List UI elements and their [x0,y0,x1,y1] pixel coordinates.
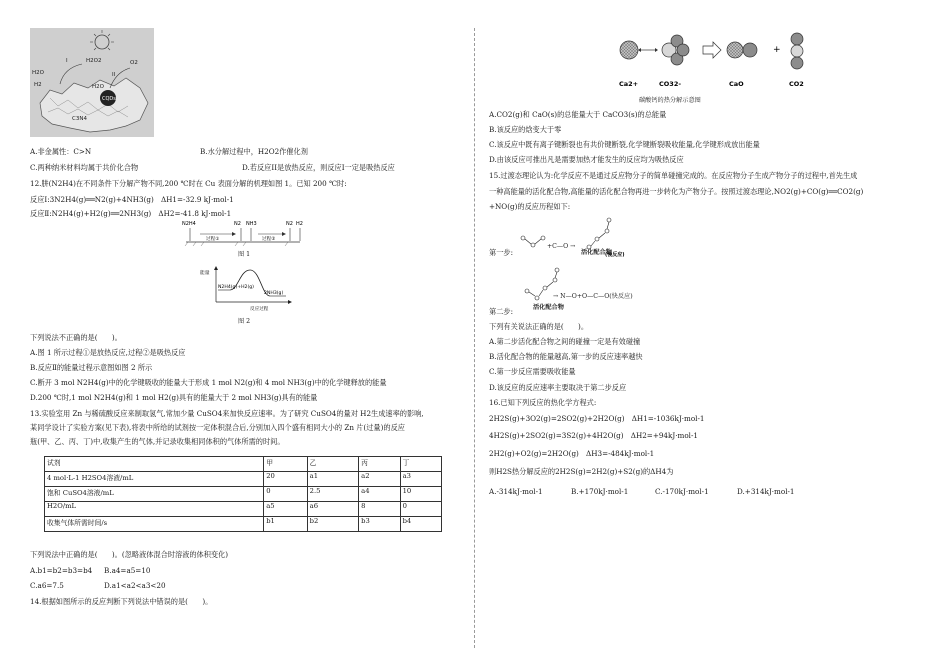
table-cell: 0 [264,487,307,502]
figure-2-caption: 图 2 [238,318,251,325]
table-cell: a2 [359,472,400,487]
q11-option-d: D.若反应II是放热反应，则反应I一定是吸热反应 [242,163,395,172]
q13-line-1: 13.实验室用 Zn 与稀硫酸反应来制取氢气,常加少量 CuSO4来加快反应速率。为了研究 CuSO4的量对 H2生成速率的影响, [30,409,424,418]
q16-equation-1: 2H2S(g)+3O2(g)=2SO2(g)+2H2O(g) ΔH1=-1036kJ·mol-1 [489,414,705,423]
ca-ion-label: Ca2+ [619,80,639,88]
figure-1 [178,218,308,248]
table-header-cell: 乙 [307,457,359,472]
q15-option-c: C.第一步反应需要吸收能量 [489,367,576,376]
q13-option-c: C.a6=7.5 [30,581,64,590]
table-cell: 20 [264,472,307,487]
table-cell: a4 [359,487,400,502]
table-row [45,472,442,487]
fig1-nh3-label: NH3 [246,221,257,227]
o2-label: O2 [130,60,138,66]
q14-option-b: B.该反应的焓变大于零 [489,125,562,134]
c3n4-label: C3N4 [72,116,87,122]
fig1-step1-label: 过程① [206,237,220,242]
fig1-h2-label: H2 [296,221,303,227]
path-ii-label: II [112,72,116,78]
table-cell: b4 [400,517,441,532]
q16-option-b: B.+170kJ·mol-1 [571,487,629,496]
co2-sphere [791,45,803,57]
q11-option-a: A.非金属性：C>N [30,147,92,156]
h2o-label-b: H2O [92,84,104,90]
table-cell: b3 [359,517,400,532]
h2-label: H2 [34,82,42,88]
table-cell: a6 [307,502,359,517]
table-cell: a3 [400,472,441,487]
q14-stem: 14.根据如图所示的反应判断下列说法中错误的是( )。 [30,597,213,606]
calcium-carbonate-figure [611,30,821,98]
fig1-step2-label: 过程② [262,237,276,242]
table-cell: 饱和 CuSO4溶液/mL [45,487,264,502]
table-cell: b1 [264,517,307,532]
decomposition-arrow-icon [703,42,721,58]
h2o2-label: H2O2 [86,58,102,64]
photocatalysis-figure [30,28,154,137]
cao-sphere [743,43,757,57]
table-cell: a5 [264,502,307,517]
q12-option-a: A.图 1 所示过程①是放热反应,过程②是吸热反应 [30,348,186,357]
fig1-n2h4-label: N2H4 [182,221,196,227]
step1-note: (慢反应) [605,252,625,258]
q15-option-a: A.第二步活化配合物之间的碰撞一定是有效碰撞 [489,337,641,346]
q12-reaction-1: 反应Ⅰ:3N2H4(g)══N2(g)+4NH3(g) ΔH1=-32.9 kJ·mol-1 [30,195,234,204]
calcium-carbonate-caption: 碳酸钙的热分解示意图 [639,97,701,104]
q12-option-c: C.断开 3 mol N2H4(g)中的化学键吸收的能量大于形成 1 mol N2(g)和 4 mol NH3(g)中的化学键释放的能量 [30,378,387,387]
table-cell: 收集气体所需时间/s [45,517,264,532]
q15-option-b: B.活化配合物的能量越高,第一步的反应速率越快 [489,352,643,361]
q15-line-3: +NO(g)的反应历程如下: [489,202,571,211]
step1-reactant: +C—O → [547,243,576,250]
q14-option-c: C.该反应中既有离子键断裂也有共价键断裂,化学键断裂吸收能量,化学键形成放出能量 [489,140,760,149]
column-divider [474,28,475,648]
q13-table [44,456,442,532]
table-cell: a1 [307,472,359,487]
table-row [45,517,442,532]
q13-option-a: A.b1=b2=b3=b4 [30,566,93,575]
q12-option-d: D.200 ℃时,1 mol N2H4(g)和 1 mol H2(g)具有的能量大于 2 mol NH3(g)具有的能量 [30,393,318,402]
step2-label: 第二步: [489,307,513,316]
cqds-label: CQDs [102,96,116,102]
carbonate-label: CO32- [659,80,682,88]
table-header-cell: 丁 [400,457,441,472]
fig2-ylabel: 能量 [200,271,210,276]
q15-line-2: 一种高能量的活化配合物,高能量的活化配合物再进一步转化为产物分子。按照过渡态理论,NO2(g)+CO(g)══CO2(g) [489,187,864,196]
figure-2 [198,264,298,314]
q12-ask: 下列说法不正确的是( )。 [30,333,122,342]
co2-label: CO2 [789,80,804,88]
q11-option-b: B.水分解过程中，H2O2作催化剂 [200,147,308,156]
q12-reaction-2: 反应Ⅱ:N2H4(g)+H2(g)══2NH3(g) ΔH2=-41.8 kJ·mol-1 [30,209,232,218]
step1-product: 活化配合物 [581,249,612,256]
fig1-n2-label: N2 [234,221,241,227]
path-i-label: I [66,58,68,64]
fig2-reactant-label: N2H4(g)+H2(g) [218,285,254,290]
q13-ask: 下列说法中正确的是( )。(忽略液体混合时溶液的体积变化) [30,550,229,559]
step2-reactant: 活化配合物 [533,304,564,311]
h2o-label-a: H2O [32,70,44,76]
carbonate-ion-sphere [677,44,689,56]
table-cell: 2.5 [307,487,359,502]
q16-option-a: A.-314kJ·mol-1 [489,487,543,496]
q16-equation-2: 4H2S(g)+2SO2(g)=3S2(g)+4H2O(g) ΔH2=+94kJ·mol-1 [489,431,698,440]
q16-option-d: D.+314kJ·mol-1 [737,487,795,496]
q12-intro: 12.肼(N2H4)在不同条件下分解产物不同,200 ℃时在 Cu 表面分解的机理如图 1。已知 200 ℃时: [30,179,347,188]
q16-ask: 则H2S热分解反应的2H2S(g)=2H2(g)+S2(g)的ΔH4为 [489,467,674,476]
q15-option-d: D.该反应的反应速率主要取决于第二步反应 [489,383,627,392]
ca-ion-sphere [620,41,638,59]
table-cell: b2 [307,517,359,532]
table-header-cell: 甲 [264,457,307,472]
q13-option-b: B.a4=a5=10 [104,566,151,575]
table-header-row [45,457,442,472]
q13-line-3: 瓶(甲、乙、丙、丁)中,收集产生的气体,并记录收集相同体积的气体所需的时间。 [30,437,285,446]
q13-option-d: D.a1<a2<a3<20 [104,581,166,590]
plus-sign: + [773,45,781,55]
q14-option-a: A.CO2(g)和 CaO(s)的总能量大于 CaCO3(s)的总能量 [489,110,667,119]
table-header-cell: 丙 [359,457,400,472]
step2-product: → N—O+O—C—O(快反应) [553,293,633,300]
table-cell: H2O/mL [45,502,264,517]
table-cell: 10 [400,487,441,502]
photocatalysis-diagram [30,28,154,137]
fig2-xlabel: 反应过程 [250,307,269,312]
fig1-n2b-label: N2 [286,221,293,227]
step1-label: 第一步: [489,248,513,257]
cao-label: CaO [729,80,744,88]
figure-1-caption: 图 1 [238,251,251,258]
q11-option-c: C.两种纳米材料均属于共价化合物 [30,163,139,172]
table-cell: 8 [359,502,400,517]
table-row [45,487,442,502]
q13-line-2: 某同学设计了实验方案(见下表),将表中所给的试剂按一定体积混合后,分别加入四个盛有相同大小的 Zn 片(过量)的反应 [30,423,405,432]
table-row [45,502,442,517]
q14-option-d: D.由该反应可推出凡是需要加热才能发生的反应均为吸热反应 [489,155,684,164]
fig2-product-label: 2NH3(g) [264,291,284,296]
q12-option-b: B.反应Ⅱ的能量过程示意图如图 2 所示 [30,363,153,372]
table-cell: 0 [400,502,441,517]
table-header-cell: 试剂 [45,457,264,472]
table-cell: 4 mol·L-1 H2SO4溶液/mL [45,472,264,487]
q15-ask: 下列有关说法正确的是( )。 [489,322,589,331]
q16-intro: 16.已知下列反应的热化学方程式: [489,398,597,407]
q16-option-c: C.-170kJ·mol-1 [655,487,709,496]
q16-equation-3: 2H2(g)+O2(g)=2H2O(g) ΔH3=-484kJ·mol-1 [489,449,655,458]
q15-line-1: 15.过渡态理论认为:化学反应不是通过反应物分子的简单碰撞完成的。在反应物分子生成产物分子的过程中,首先生成 [489,171,858,180]
